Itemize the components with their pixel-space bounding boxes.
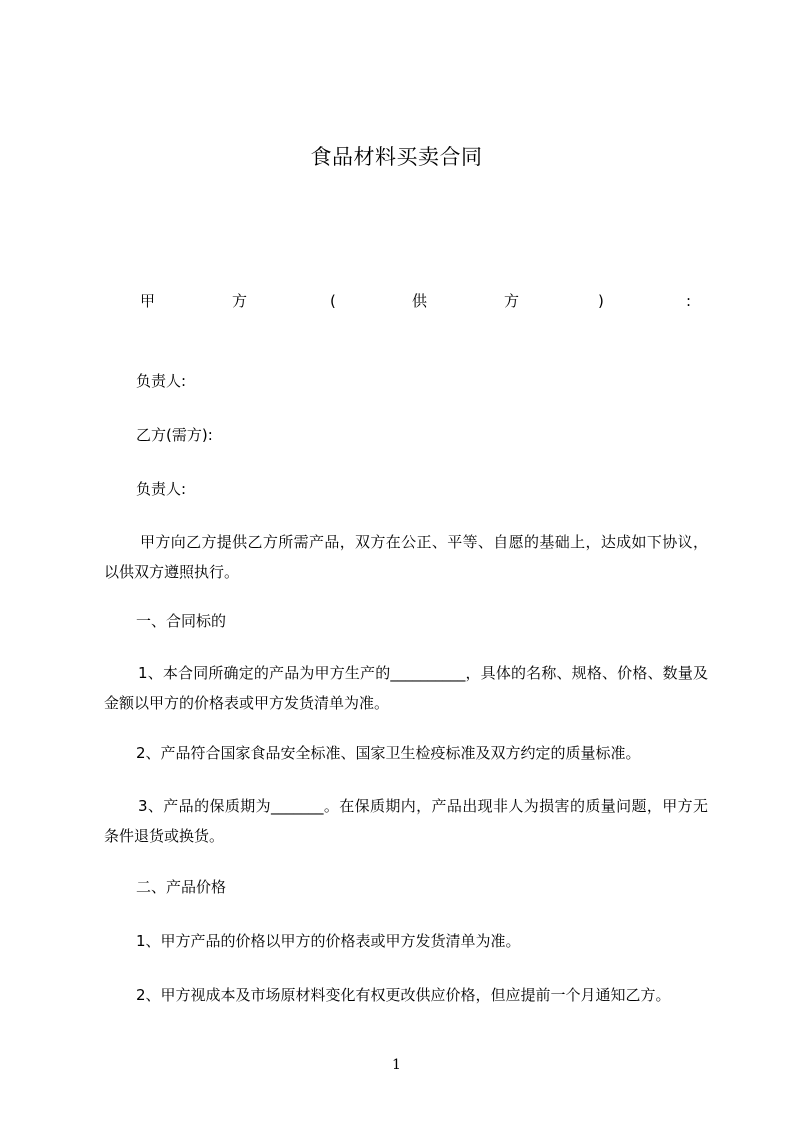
page-title: 食品材料买卖合同 [310, 145, 483, 169]
party-a-char: 甲 [140, 292, 156, 310]
party-a-char: 方 [504, 292, 520, 310]
party-a-char: : [686, 292, 692, 310]
party-a-char: ) [598, 292, 604, 310]
section-2-heading: 二、产品价格 [136, 878, 227, 896]
section-1-heading: 一、合同标的 [136, 612, 227, 630]
party-a-char: 供 [412, 292, 428, 310]
clause-1-1: 1、本合同所确定的产品为甲方生产的__________，具体的名称、规格、价格、数量及金额以甲方的价格表或甲方发货清单为准。 [104, 664, 708, 712]
party-a-char: 方 [232, 292, 248, 310]
party-a-char: ( [330, 292, 336, 310]
party-a-representative: 负责人: [136, 372, 187, 390]
clause-1-2: 2、产品符合国家食品安全标准、国家卫生检疫标准及双方约定的质量标准。 [136, 744, 641, 762]
clause-2-1: 1、甲方产品的价格以甲方的价格表或甲方发货清单为准。 [136, 932, 521, 950]
clause-2-2: 2、甲方视成本及市场原材料变化有权更改供应价格，但应提前一个月通知乙方。 [136, 986, 671, 1004]
intro-paragraph: 甲方向乙方提供乙方所需产品，双方在公正、平等、自愿的基础上，达成如下协议，以供双方遵照执行。 [104, 533, 708, 581]
party-b-representative: 负责人: [136, 480, 187, 498]
page-number: 1 [392, 1057, 401, 1073]
party-b-line: 乙方(需方): [136, 426, 213, 444]
clause-1-3: 3、产品的保质期为_______。在保质期内，产品出现非人为损害的质量问题，甲方无条件退货或换货。 [104, 797, 708, 845]
